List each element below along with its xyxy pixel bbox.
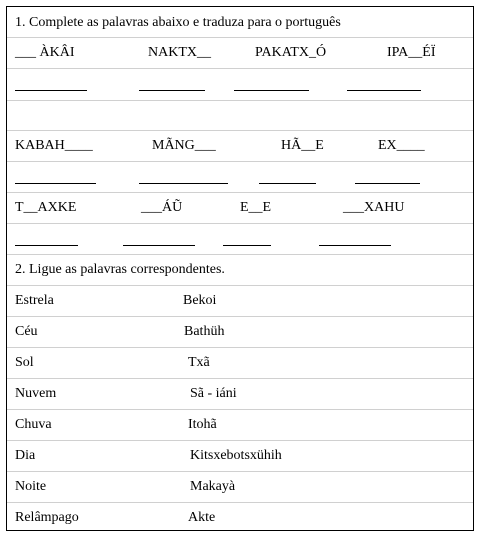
answer-blank[interactable]: [123, 245, 195, 246]
incomplete-word: ___ ÀKÂI: [15, 45, 75, 60]
indigenous-word: Bathüh: [184, 324, 225, 339]
answer-row-3: [7, 223, 473, 255]
portuguese-word: Nuvem: [15, 386, 57, 401]
match-row: [7, 471, 473, 503]
answer-blank[interactable]: [259, 183, 316, 184]
answer-blank[interactable]: [355, 183, 420, 184]
indigenous-word: Makayà: [190, 479, 236, 494]
match-row: [7, 347, 473, 379]
word-row-3: [7, 192, 473, 224]
word-row-2: [7, 130, 473, 162]
answer-row-2: [7, 161, 473, 193]
portuguese-word: Chuva: [15, 417, 52, 432]
portuguese-word: Dia: [15, 448, 36, 463]
incomplete-word: PAKATX_Ó: [255, 45, 327, 60]
incomplete-word: NAKTX__: [148, 45, 211, 60]
indigenous-word: Bekoi: [183, 293, 217, 308]
match-row: [7, 378, 473, 410]
indigenous-word: Sã - iáni: [190, 386, 237, 401]
answer-blank[interactable]: [15, 90, 87, 91]
answer-row-1: [7, 68, 473, 101]
match-row: [7, 502, 473, 530]
answer-blank[interactable]: [139, 183, 228, 184]
worksheet: [6, 6, 474, 531]
indigenous-word: Itohã: [188, 417, 217, 432]
indigenous-word: Akte: [188, 510, 216, 525]
word-row-1: [7, 37, 473, 69]
answer-blank[interactable]: [223, 245, 271, 246]
incomplete-word: T__AXKE: [15, 200, 77, 215]
incomplete-word: ___XAHU: [343, 200, 405, 215]
answer-blank[interactable]: [347, 90, 421, 91]
match-row: [7, 409, 473, 441]
match-row: [7, 440, 473, 472]
portuguese-word: Relâmpago: [15, 510, 79, 525]
answer-blank[interactable]: [15, 245, 78, 246]
section1-heading-row: [7, 7, 473, 38]
answer-blank[interactable]: [139, 90, 205, 91]
indigenous-word: Txã: [188, 355, 210, 370]
answer-blank[interactable]: [15, 183, 96, 184]
incomplete-word: KABAH____: [15, 138, 93, 153]
spacer-row: [7, 100, 473, 131]
match-row: [7, 316, 473, 348]
portuguese-word: Sol: [15, 355, 34, 370]
incomplete-word: E__E: [240, 200, 272, 215]
portuguese-word: Estrela: [15, 293, 54, 308]
answer-blank[interactable]: [234, 90, 309, 91]
incomplete-word: HÃ__E: [281, 138, 324, 153]
section2-heading: 2. Ligue as palavras correspondentes.: [15, 262, 225, 277]
match-row: [7, 285, 473, 317]
portuguese-word: Céu: [15, 324, 38, 339]
incomplete-word: IPA__ÉÏ: [387, 45, 436, 60]
indigenous-word: Kitsxebotsxühih: [190, 448, 282, 463]
section2-heading-row: [7, 254, 473, 286]
incomplete-word: ___ÁŨ: [141, 200, 183, 215]
incomplete-word: MÃNG___: [152, 138, 216, 153]
answer-blank[interactable]: [319, 245, 391, 246]
incomplete-word: EX____: [378, 138, 425, 153]
section1-heading: 1. Complete as palavras abaixo e traduza para o português: [15, 15, 341, 30]
portuguese-word: Noite: [15, 479, 47, 494]
